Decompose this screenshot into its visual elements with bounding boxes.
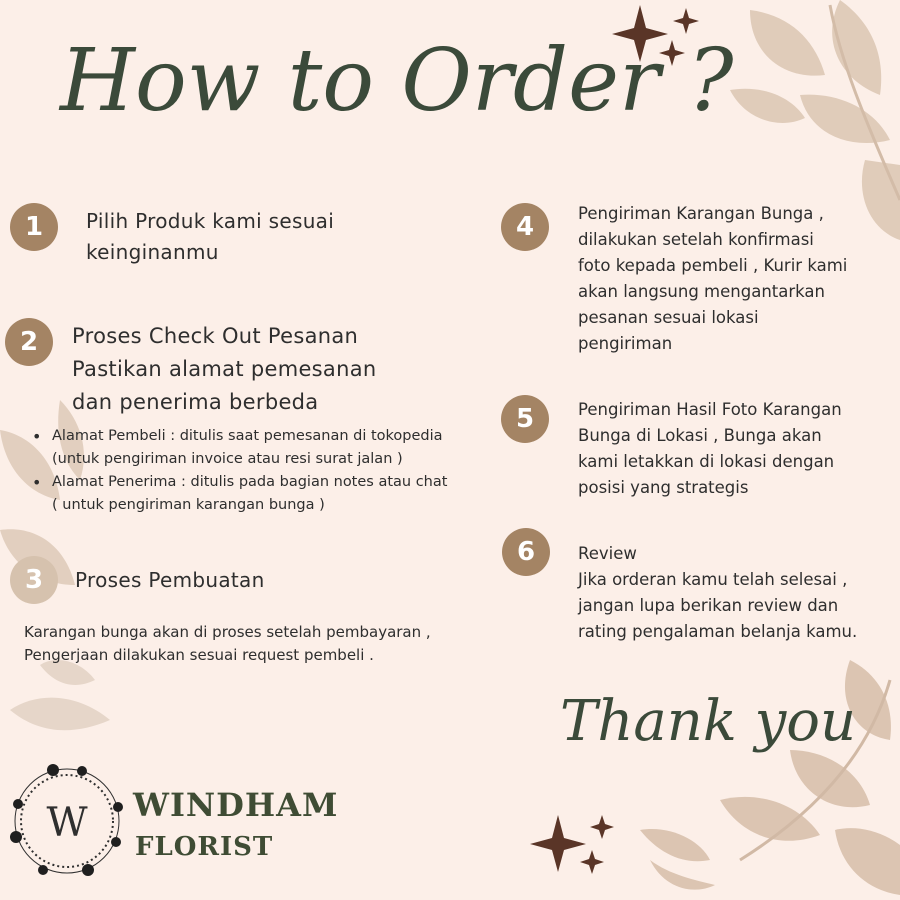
step-3-heading: Proses Pembuatan (75, 568, 265, 592)
step-4-text: Pengiriman Karangan Bunga , dilakukan setelah konfirmasi foto kepada pembeli , Kurir kami akan langsung mengantarkan pesanan sesuai lokasi pengiriman (578, 204, 848, 353)
bullet-alamat-pembeli: • Alamat Pembeli : ditulis saat pemesanan di tokopedia (untuk pengiriman invoice atau resi surat jalan ) (52, 425, 532, 471)
step-5-badge: 5 (501, 395, 549, 443)
step-2-badge: 2 (5, 318, 53, 366)
logo-initial: W (46, 800, 88, 846)
brand-name: WINDHAM (133, 786, 339, 824)
step-6-badge: 6 (502, 528, 550, 576)
thank-you-script (555, 665, 857, 785)
sparkle-icon-bottom (530, 810, 640, 890)
step-4-badge: 4 (501, 203, 549, 251)
svg-text:Thank you: Thank you (560, 689, 857, 754)
wreath-logo (8, 762, 126, 880)
step-1-text: Pilih Produk kami sesuai keinginanmu (86, 209, 335, 264)
step-5-text: Pengiriman Hasil Foto Karangan Bunga di Lokasi , Bunga akan kami letakkan di lokasi dengan posisi yang strategis (578, 400, 842, 497)
page-title (55, 5, 734, 165)
step-3-text: Karangan bunga akan di proses setelah pembayaran , Pengerjaan dilakukan sesuai request pembeli . (24, 623, 431, 664)
step-2-bullets (24, 425, 532, 517)
svg-text:How to Order ?: How to Order ? (60, 31, 734, 131)
step-6-text: Review Jika orderan kamu telah selesai , jangan lupa berikan review dan rating pengalaman belanja kamu. (578, 544, 858, 641)
bullet-alamat-penerima: • Alamat Penerima : ditulis pada bagian notes atau chat ( untuk pengiriman karangan bunga ) (52, 471, 532, 517)
step-2-text: Proses Check Out Pesanan Pastikan alamat pemesanan dan penerima berbeda (72, 324, 377, 414)
brand-subtitle: FLORIST (135, 832, 274, 862)
step-3-badge: 3 (10, 556, 58, 604)
step-1-badge: 1 (10, 203, 58, 251)
